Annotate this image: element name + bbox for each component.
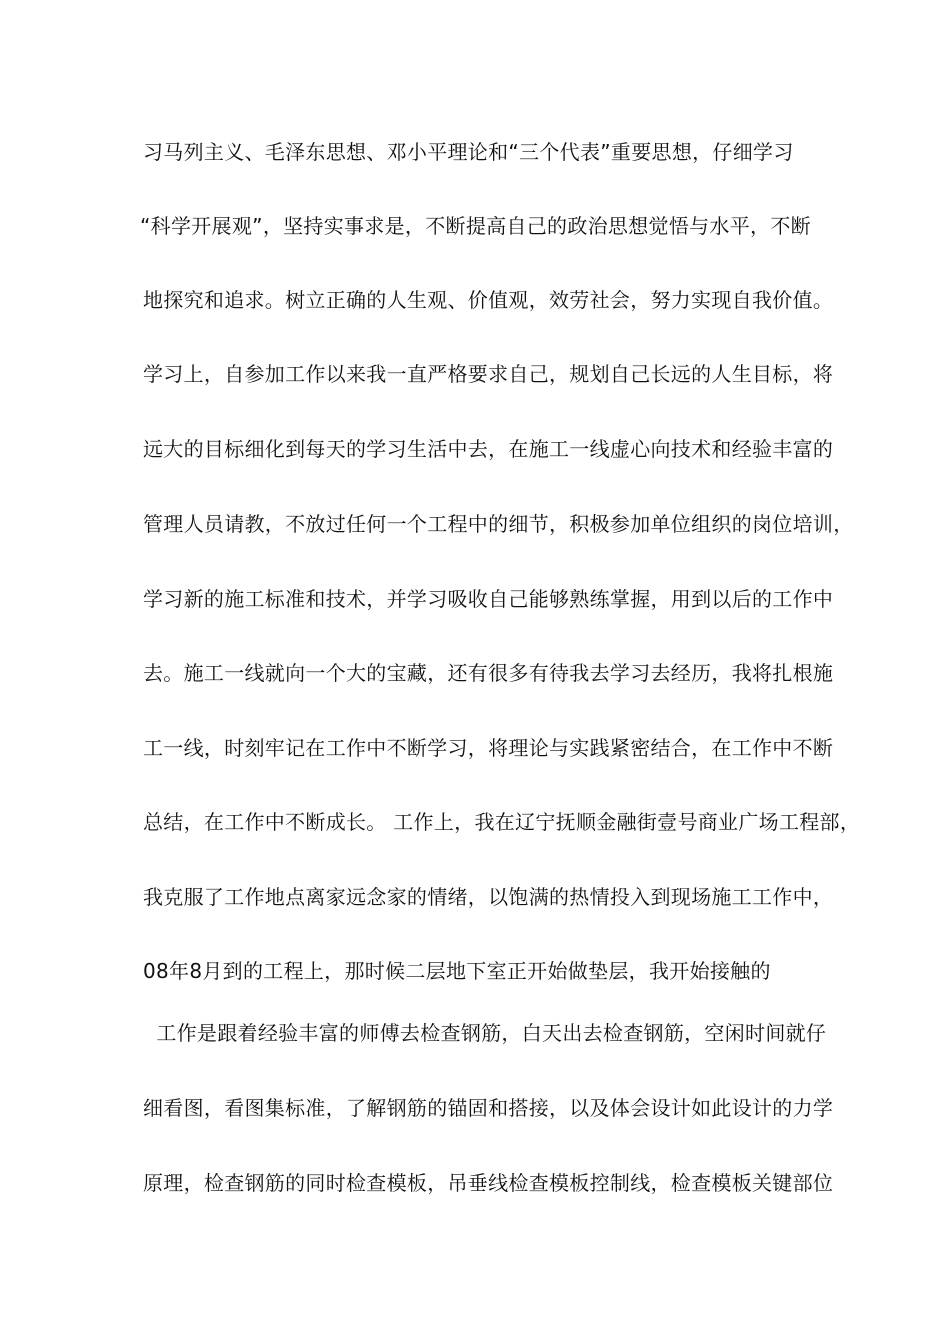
text-line: “科学开展观”，坚持实事求是，不断提高自己的政治思想觉悟与水平，不断 <box>140 214 811 238</box>
text-line: 去。施工一线就向一个大的宝藏，还有很多有待我去学习去经历，我将扎根施 <box>143 661 834 685</box>
text-line: 工作是跟着经验丰富的师傅去检查钢筋，白天出去检查钢筋，空闲时间就仔 <box>143 1021 827 1045</box>
text-line: 工一线，时刻牢记在工作中不断学习，将理论与实践紧密结合，在工作中不断 <box>143 736 834 760</box>
text-line: 学习新的施工标准和技术，并学习吸收自己能够熟练掌握，用到以后的工作中 <box>143 587 834 611</box>
text-line: 我克服了工作地点离家远念家的情绪，以饱满的热情投入到现场施工工作中， <box>143 885 834 909</box>
text-line: 管理人员请教，不放过任何一个工程中的细节，积极参加单位组织的岗位培训， <box>143 512 854 536</box>
text-line: 细看图，看图集标准，了解钢筋的锚固和搭接，以及体会设计如此设计的力学 <box>143 1096 834 1120</box>
text-line: 总结，在工作中不断成长。 工作上，我在辽宁抚顺金融街壹号商业广场工程部， <box>143 810 861 834</box>
text-line: 习马列主义、毛泽东思想、邓小平理论和“三个代表”重要思想，仔细学习 <box>143 140 794 164</box>
text-line: 学习上，自参加工作以来我一直严格要求自己，规划自己长远的人生目标，将 <box>143 362 834 386</box>
text-line: 原理，检查钢筋的同时检查模板，吊垂线检查模板控制线，检查模板关键部位 <box>143 1171 834 1195</box>
text-line: 地探究和追求。树立正确的人生观、价值观，效劳社会，努力实现自我价值。 <box>143 288 834 312</box>
text-line: 远大的目标细化到每天的学习生活中去，在施工一线虚心向技术和经验丰富的 <box>143 437 834 461</box>
text-line: 08年8月到的工程上，那时候二层地下室正开始做垫层，我开始接触的 <box>143 959 771 983</box>
